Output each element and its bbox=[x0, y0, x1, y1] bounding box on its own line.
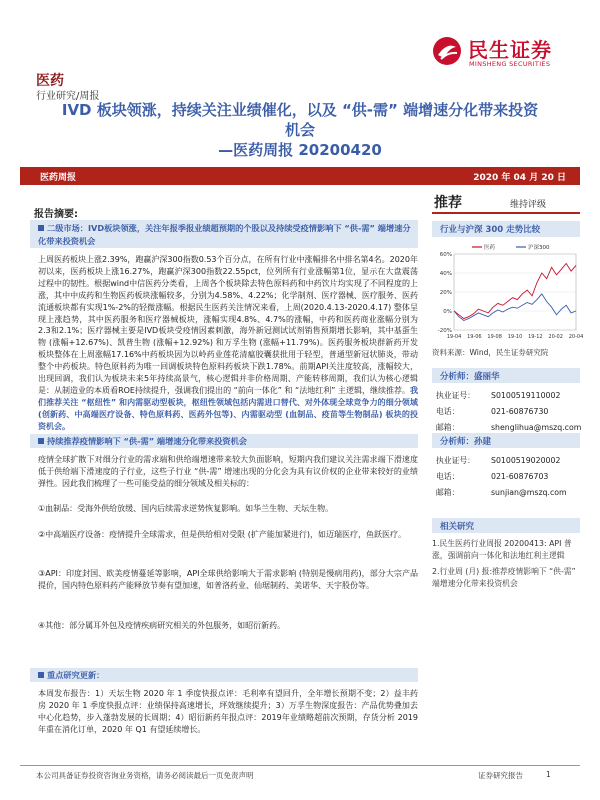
legend-label-1: 沪深300 bbox=[528, 245, 550, 251]
report-series: 医药周报 bbox=[40, 173, 77, 183]
series-line-0 bbox=[454, 264, 576, 319]
series-line-1 bbox=[454, 294, 576, 321]
analyst1-cert: 执业证号： S0100519110002 bbox=[436, 391, 561, 400]
analyst2-cert: 执业证号： S0100519020002 bbox=[436, 456, 561, 465]
y-tick-label: 0% bbox=[443, 309, 452, 315]
section-title-1: 二级市场：IVD板块领涨，关注年报季报业绩超预期的个股以及持续受疫情影响下 “供-需” 端增速分化带来投资机会 bbox=[38, 223, 411, 246]
summary-heading: 报告摘要: bbox=[34, 209, 78, 220]
report-info-bar bbox=[20, 167, 580, 185]
rating-note: 维持评级 bbox=[510, 200, 547, 210]
title-line-1: IVD 板块领涨，持续关注业绩催化，以及 “供-需” 端增速分化带来投资 bbox=[61, 101, 539, 119]
report-title bbox=[20, 100, 580, 160]
item-medical-devices: ②中高端医疗设备：疫情提升全球需求，但是供给相对受限 (扩产能加紧进行)，如迈瑞医疗，鱼跃医疗。 bbox=[38, 530, 406, 539]
analyst2-email[interactable]: 邮箱： sunjian@mszq.com bbox=[436, 488, 567, 497]
logo-text: 民生证券 bbox=[468, 38, 552, 62]
logo-subtext: MINSHENG SECURITIES bbox=[469, 60, 551, 68]
analyst2-tel: 电话： 021-60876703 bbox=[436, 472, 549, 481]
legend-label-0: 医药 bbox=[484, 245, 496, 251]
section-title-3: 重点研究更新： bbox=[38, 669, 413, 682]
y-tick-label: 20% bbox=[439, 290, 452, 296]
logo-mark-icon bbox=[432, 36, 462, 66]
bullet-icon bbox=[38, 225, 44, 231]
paragraph-research-updates: 本周发布报告：1）天坛生物 2020 年 1 季度快报点评：毛利率有望回升，全年增长预期不变；2）益丰药房 2020 年 1 季度快报点评：业绩保持高速增长，坪效继续提升；3）万孚生物深度报告：产品优势叠加去中心化趋势，步入蓬勃发展的长周期；4）昭衍新药年报点评：2019年业绩略超前次预期，存货分析 2019 年重在消化订单，2020 年 Q1 有望延续增长。 bbox=[38, 689, 418, 734]
x-tick-label: 20-04 bbox=[568, 334, 584, 340]
title-line-2: 机会 bbox=[284, 121, 315, 139]
x-tick-label: 19-12 bbox=[528, 334, 543, 340]
bullet-icon bbox=[38, 672, 44, 678]
item-other: ④其他：部分属耳外包及疫情疾病研究相关的外包服务，如昭衍新药。 bbox=[38, 621, 286, 630]
footer-label: 证券研究报告 bbox=[478, 771, 523, 780]
related-report-2[interactable]: 2.行业周 (月) 报:推荐疫情影响下 “供-需” 端增速分化带来投资机会 bbox=[432, 567, 576, 588]
related-heading: 相关研究 bbox=[432, 518, 580, 533]
section-title-2: 持续推荐疫情影响下 “供-需” 端增速分化带来投资机会 bbox=[38, 435, 413, 448]
title-line-3: —医药周报 20200420 bbox=[218, 141, 382, 159]
paragraph-supply-demand: 疫情全球扩散下对细分行业的需求端和供给端增速带来较大负面影响，短期内我们建议关注需求端下滑速度低于供给端下滑速度的子行业，这些子行业 “供-需” 增速出现的分化会为具有议价权的企业带来较好的业绩弹性。因此我们梳理了一些可能受益的细分领域及相关标的： bbox=[38, 455, 418, 488]
paragraph-market: 上周医药板块上涨2.39%，跑赢沪深300指数0.53个百分点，在所有行业中涨幅排名中排名第4名。2020年初以来，医药板块上涨16.27%，跑赢沪深300指数22.55pct，位列所有行业涨幅第1位，显示在大盘震荡过程中的韧性。根据wind中信医药分类看，上周各个板块除去特色原料药和中药饮片均实现了不同程度的上涨，其中中成药和生物医药板块涨幅较多，分别为4.58%、4.22%；化学制剂、医疗器械、医疗服务、医药流通板块都有实现1%-2%的轻微涨幅。根据民生医药关注情况来看，上周(2020.4.13-2020.4.17) 整体呈现上涨趋势，其中医药服务和医疗器械板块，涨幅实现4.8%、4.7%的涨幅，中药和医药商业涨幅分别为2.3和2.1%；医疗器械主要是IVD板块受疫情因素刺激，海外新冠测试试剂销售预期增长影响，其中基蛋生物 (涨幅+12.67%)、凯普生物 (涨幅+12.92%) 和万孚生物 (涨幅+11.79%)。医药服务板块群新药开发板块整体在上周涨幅17.16%中药板块因为以岭药业莲花清瘟胶囊获批用于轻型，普通型新冠状肺炎，带动整个中药板块。特色原料药为唯一回调板块特色原料药板块下跌1.78%。前期API关注度较高，涨幅较大，出现回调，我们认为板块未来5年持续高景气，核心逻辑并非价格周期、产能转移周期，我们认为核心逻辑是：从制造业的本质看ROE持续提升，强调我们提出的 “前向一体化” 和 “法地红利” 主逻辑，继续推荐。我们推荐关注 “枢纽性” 和内需驱动型板块，枢纽性领域包括内需进口替代、对外体现全球竞争力的细分领域 (创新药、中高端医疗设备、特色原料药、医药外包等)、内需驱动型 (血制品、疫苗等生物制品) 板块的投资机会。 bbox=[38, 255, 418, 431]
sector-label: 医药 bbox=[36, 73, 64, 89]
related-report-1[interactable]: 1.民生医药行业周报 20200413: API 普涨，强调前向一体化和法地红利主逻辑 bbox=[432, 539, 572, 560]
chart-title: 行业与沪深 300 走势比较 bbox=[432, 221, 580, 237]
trend-chart bbox=[432, 240, 584, 344]
footer-disclaimer: 本公司具备证券投资咨询业务资格，请务必阅读最后一页免责声明 bbox=[36, 771, 254, 780]
item-blood-products: ①血制品：受海外供给放缓、国内后续需求逆势恢复影响。如华兰生物、天坛生物。 bbox=[38, 504, 334, 513]
analyst2-heading: 分析师：孙建 bbox=[432, 433, 580, 448]
x-tick-label: 19-08 bbox=[487, 334, 502, 340]
analyst1-email[interactable]: 邮箱： shenglihua@mszq.com bbox=[436, 423, 582, 432]
x-tick-label: 19-06 bbox=[467, 334, 482, 340]
footer-divider bbox=[20, 765, 580, 766]
bullet-icon bbox=[38, 438, 44, 444]
rating-value: 推荐 bbox=[434, 195, 462, 211]
y-tick-label: -20% bbox=[437, 328, 452, 334]
item-api: ③API：印度封国、欧美疫情蔓延等影响，API全球供给影响大于需求影响 (特别是慢病用药)，部分大宗产品提价，国内特色原料药产能释放节奏有望加速，如普洛药业、仙琚制药、美诺华、天宇股份等。 bbox=[38, 569, 418, 590]
y-tick-label: 40% bbox=[439, 271, 452, 277]
report-date: 2020 年 04 月 20 日 bbox=[473, 173, 566, 183]
report-type: 行业研究/周报 bbox=[36, 91, 100, 102]
chart-source: 资料来源：Wind，民生证券研究院 bbox=[432, 348, 549, 357]
analyst1-heading: 分析师：盛丽华 bbox=[432, 368, 580, 383]
x-tick-label: 19-10 bbox=[507, 334, 523, 340]
x-tick-label: 19-04 bbox=[446, 334, 462, 340]
page-number: 1 bbox=[546, 770, 551, 779]
y-tick-label: 60% bbox=[439, 252, 452, 258]
analyst1-tel: 电话： 021-60876730 bbox=[436, 407, 549, 416]
x-tick-label: 20-02 bbox=[548, 334, 563, 340]
logo bbox=[432, 34, 582, 74]
